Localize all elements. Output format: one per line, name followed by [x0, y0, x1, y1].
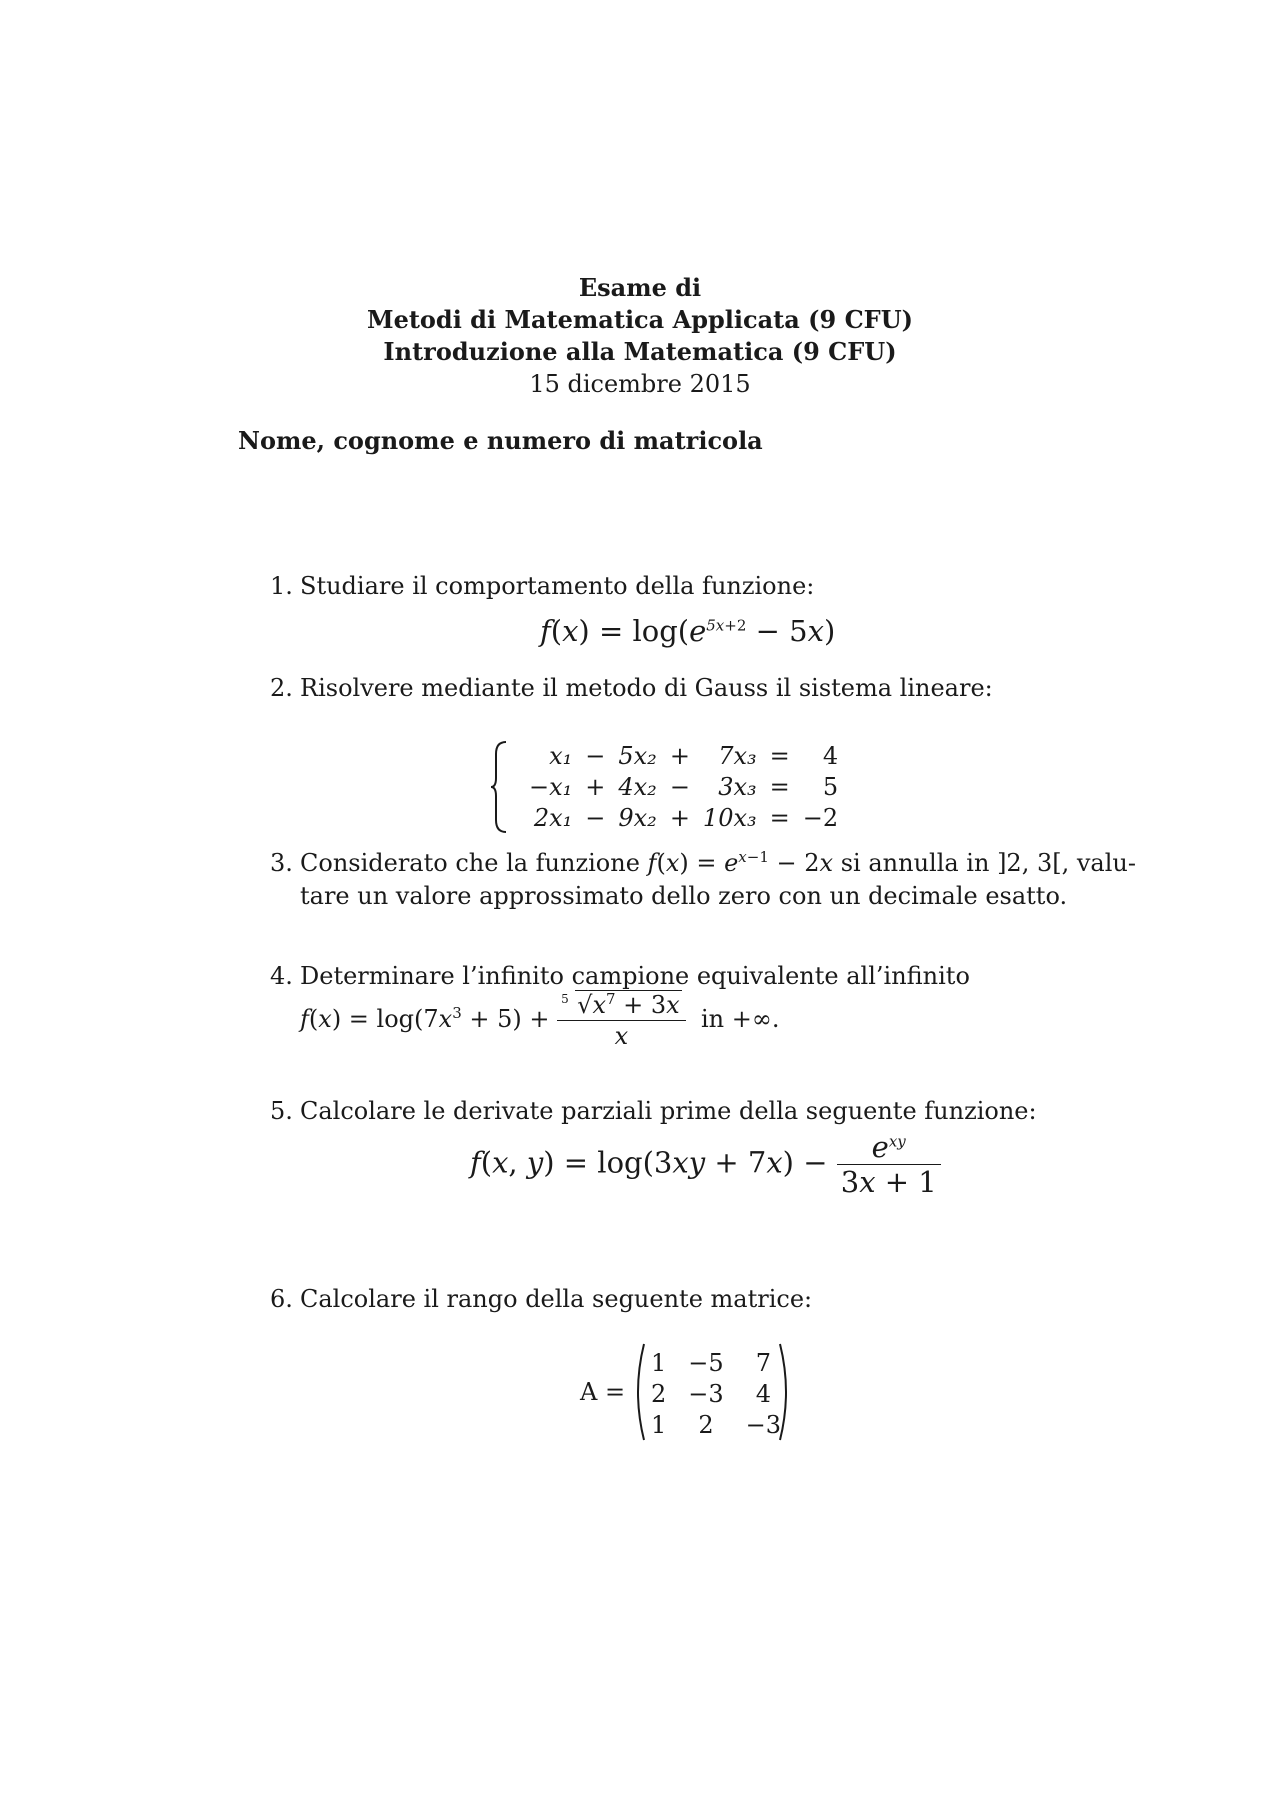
system-cell: 5x₂ [618, 741, 657, 770]
system-cell: = [769, 772, 790, 801]
matrix-cell: 7 [755, 1348, 771, 1377]
system-cell: 9x₂ [618, 803, 657, 832]
matrix-cell: 4 [755, 1379, 771, 1408]
exercise-text-b: si annulla in ]2, 3[, valu- [840, 849, 1136, 877]
system-cell: x₁ [549, 741, 573, 770]
system-cell: 10x₃ [702, 803, 757, 832]
matrix-cell: −3 [745, 1410, 782, 1439]
student-name-line: Nome, cognome e numero di matricola [238, 426, 763, 455]
exercise-number: 6. [270, 1285, 293, 1313]
matrix-cell: −5 [688, 1348, 724, 1377]
matrix-cell: 1 [651, 1410, 667, 1439]
matrix-cell: 2 [698, 1410, 714, 1439]
system-cell: − [585, 741, 606, 770]
system-cell: = [769, 803, 790, 832]
exercise-text: Risolvere mediante il metodo di Gauss il sistema lineare: [300, 674, 993, 702]
system-cell: 4x₂ [618, 772, 657, 801]
formula-5: f(x, y) = log(3xy + 7x) − $\frac{e^{xy}}{3x + 1}$ [470, 1130, 941, 1199]
system-cell: = [769, 741, 790, 770]
system-cell: 2x₁ [533, 803, 573, 832]
exercise-text-a: Considerato che la funzione [300, 849, 640, 877]
system-row [522, 771, 845, 802]
system-cell: + [585, 772, 606, 801]
exercise-number: 5. [270, 1097, 293, 1125]
matrix [640, 1347, 792, 1440]
exercise-text: Calcolare il rango della seguente matrice: [300, 1285, 813, 1313]
exercise-text-c: tare un valore approssimato dello zero con un decimale esatto. [300, 882, 1068, 910]
exercise-number: 4. [270, 962, 293, 990]
system-cell: − [585, 803, 606, 832]
exam-header [0, 272, 1280, 400]
fraction: 5 $√x^7 + 3x$ x [557, 990, 686, 1051]
matrix-label: A = [580, 1378, 626, 1406]
fraction: $\frac{e^{xy}}{3x + 1}$ [837, 1130, 941, 1199]
exercise-number: 2. [270, 674, 293, 702]
formula-1: $f(x) = \log(e^{5x+2} - 5x)$ [540, 614, 836, 648]
exercise-number: 3. [270, 849, 293, 877]
exercise-text: Studiare il comportamento della funzione: [300, 572, 815, 600]
header-line2: Metodi di Matematica Applicata (9 CFU) [367, 305, 913, 334]
system-cell: −2 [802, 803, 839, 832]
matrix-cell: 2 [651, 1379, 667, 1408]
matrix-row [640, 1378, 792, 1409]
linear-system [522, 740, 845, 833]
matrix-row [640, 1409, 792, 1440]
exercise-text: Determinare l’infinito campione equivalente all’infinito [300, 962, 970, 990]
system-cell: 5 [822, 772, 839, 801]
system-cell: 3x₃ [718, 772, 757, 801]
system-row [522, 740, 845, 771]
exam-date: 15 dicembre 2015 [529, 370, 751, 398]
matrix-row [640, 1347, 792, 1378]
matrix-right-paren [778, 1342, 794, 1442]
system-cell: + [669, 803, 690, 832]
system-brace [490, 740, 510, 834]
system-cell: 4 [822, 741, 839, 770]
system-cell: −x₁ [529, 772, 573, 801]
system-cell: − [669, 772, 690, 801]
system-row [522, 802, 845, 833]
system-cell: 7x₃ [718, 741, 757, 770]
header-line3: Introduzione alla Matematica (9 CFU) [383, 337, 897, 366]
matrix-cell: −3 [688, 1379, 724, 1408]
system-cell: + [669, 741, 690, 770]
exercise-text: Calcolare le derivate parziali prime della seguente funzione: [300, 1097, 1037, 1125]
exercise-text-tail: in +∞. [700, 1005, 780, 1033]
formula-4: $f(x) = \log(7x^3 + 5)$ + 5 $√x^7 + 3x$ x in +∞. [300, 990, 780, 1050]
header-line1: Esame di [578, 273, 702, 302]
exercise-number: 1. [270, 572, 293, 600]
exercise-text: Considerato che la funzione $f(x) = e^{x-1} - 2x$ si annulla in ]2, 3[, valu- [300, 848, 1136, 877]
matrix-cell: 1 [651, 1348, 667, 1377]
